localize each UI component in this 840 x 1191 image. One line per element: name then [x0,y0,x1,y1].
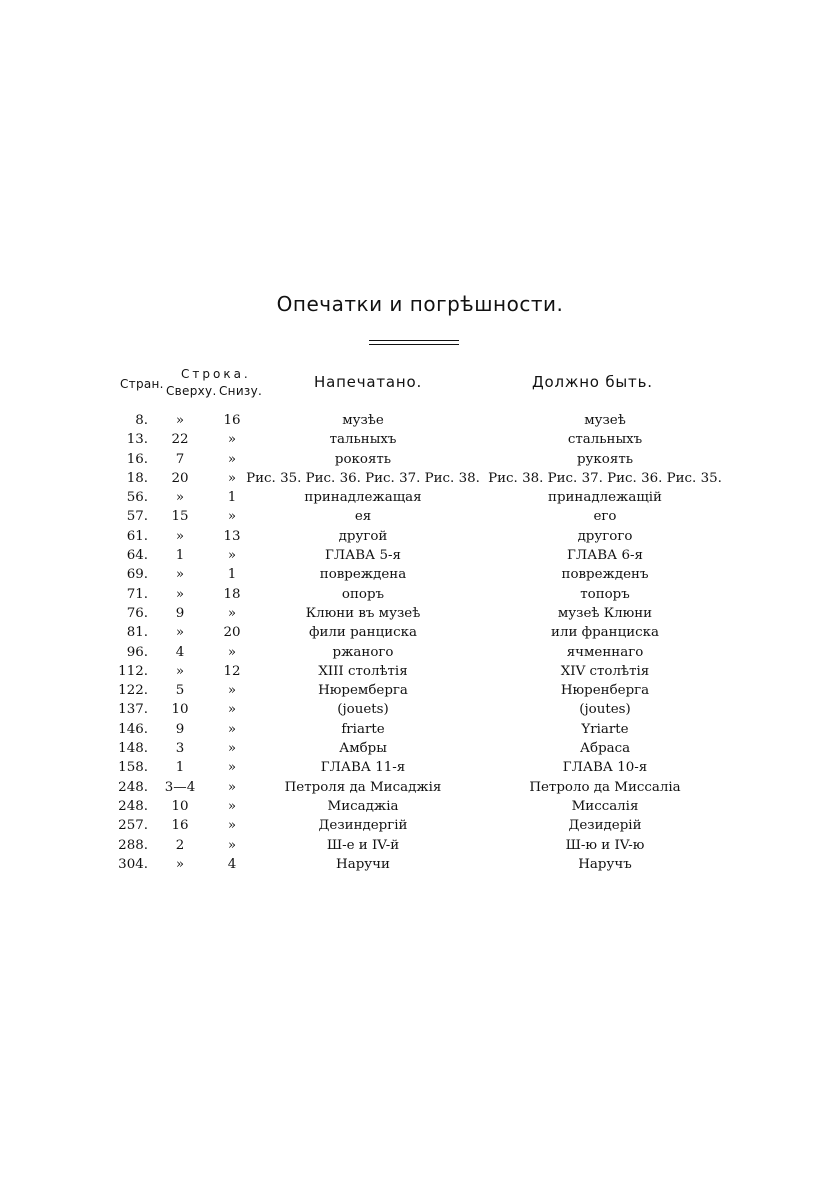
corrected-text: принадлежащій [548,490,662,506]
title-rule-bottom [369,344,459,345]
corrected-text: его [593,509,617,525]
page-number: 158. [118,760,148,776]
line-from-top: 15 [171,509,189,525]
line-from-top: » [175,625,185,641]
errata-row [0,508,840,527]
page-number: 137. [118,702,148,718]
printed-text: Ш-е и IV-й [326,837,400,853]
line-from-bottom: » [227,779,237,795]
errata-row [0,837,840,856]
page-number: 146. [118,721,148,737]
corrected-text: Ш-ю и IV-ю [565,837,645,853]
corrected-text: Рис. 38. Рис. 37. Рис. 36. Рис. 35. [488,470,722,486]
line-from-top: 1 [175,760,185,776]
errata-row [0,721,840,740]
header-printed: Напечатано. [314,373,423,391]
page-title: Опечатки и погрѣшности. [276,292,564,316]
errata-row [0,663,840,682]
page-number: 112. [118,663,148,679]
line-from-bottom: » [227,818,237,834]
corrected-text: Петроло да Миссаліа [529,779,681,795]
errata-row [0,586,840,605]
corrected-text: ГЛАВА 6-я [567,548,643,564]
printed-text: повреждена [319,567,407,583]
page-number: 81. [126,625,148,641]
page-number: 248. [118,798,148,814]
page-number: 122. [118,683,148,699]
corrected-text: топоръ [580,586,630,602]
errata-row [0,779,840,798]
line-from-bottom: » [227,644,237,660]
printed-text: Наручи [336,856,390,872]
errata-row [0,740,840,759]
corrected-text: музеѣ Клюни [557,605,653,621]
line-from-bottom: » [227,702,237,718]
printed-text: Амбры [339,741,387,757]
line-from-top: 2 [175,837,185,853]
corrected-text: стальныхъ [567,432,643,448]
corrected-text: Миссалія [571,798,639,814]
page-number: 257. [118,818,148,834]
page-number: 96. [126,644,148,660]
page-number: 64. [126,548,148,564]
corrected-text: музеѣ [584,413,626,428]
errata-row [0,759,840,778]
errata-row [0,470,840,489]
line-from-top: 1 [175,548,185,564]
line-from-top: 3—4 [164,779,196,795]
header-top: Сверху. [166,384,217,398]
corrected-text: Абраса [579,741,631,757]
line-from-bottom: » [227,741,237,757]
line-from-top: 7 [175,451,185,467]
line-from-bottom: 1 [227,567,237,583]
line-from-bottom: 20 [223,625,241,641]
header-bottom: Снизу. [219,384,263,398]
printed-text: Клюни въ музеѣ [305,605,421,621]
errata-row [0,605,840,624]
printed-text: принадлежащая [304,490,422,506]
page-number: 61. [126,528,148,544]
printed-text: опоръ [341,586,385,602]
header-should-be: Должно быть. [532,373,653,391]
corrected-text: ячменнаго [566,644,644,660]
corrected-text: рукоять [576,451,634,467]
printed-text: ГЛАВА 11-я [320,760,406,776]
page-number: 8. [135,413,148,428]
printed-text: Рис. 35. Рис. 36. Рис. 37. Рис. 38. [246,470,480,486]
printed-text: friarte [341,721,385,737]
errata-row [0,547,840,566]
corrected-text: поврежденъ [561,567,649,583]
printed-text: рокоять [334,451,392,467]
line-from-bottom: 1 [227,490,237,506]
title-rule-top [369,340,459,341]
errata-row [0,451,840,470]
line-from-top: 16 [171,818,189,834]
errata-row [0,566,840,585]
errata-row [0,798,840,817]
page-number: 13. [126,432,148,448]
header-line: Строка. [181,367,251,381]
page-number: 57. [126,509,148,525]
errata-row [0,412,840,431]
corrected-text: другого [577,528,633,544]
line-from-bottom: » [227,760,237,776]
printed-text: тальныхъ [329,432,397,448]
line-from-top: » [175,413,185,428]
page-number: 288. [118,837,148,853]
errata-row [0,624,840,643]
printed-text: ея [354,509,372,525]
corrected-text: XIV столѣтія [560,663,650,679]
errata-row [0,431,840,450]
printed-text: фили ранциска [309,625,417,641]
printed-text: Петроля да Мисаджія [284,779,442,795]
corrected-text: ГЛАВА 10-я [562,760,648,776]
line-from-top: 9 [175,605,185,621]
page-number: 56. [126,490,148,506]
corrected-text: Дезидерій [568,818,642,834]
line-from-bottom: » [227,683,237,699]
line-from-top: 10 [171,798,189,814]
line-from-top: 20 [171,470,189,486]
page-number: 76. [126,605,148,621]
printed-text: (jouets) [337,702,389,718]
line-from-top: » [175,856,185,872]
page-number: 304. [118,856,148,872]
line-from-bottom: » [227,509,237,525]
line-from-top: 4 [175,644,185,660]
line-from-bottom: 13 [223,528,241,544]
line-from-bottom: 12 [223,663,241,679]
line-from-bottom: 4 [227,856,237,872]
corrected-text: (joutes) [579,702,631,718]
errata-row [0,701,840,720]
line-from-top: » [175,567,185,583]
line-from-bottom: » [227,432,237,448]
printed-text: ржаного [332,644,394,660]
errata-row [0,817,840,836]
corrected-text: Нюренберга [560,683,650,699]
printed-text: XIII столѣтія [318,663,408,679]
line-from-bottom: » [227,837,237,853]
corrected-text: или франциска [551,625,659,641]
line-from-top: 3 [175,741,185,757]
page-number: 16. [126,451,148,467]
line-from-top: 10 [171,702,189,718]
line-from-top: » [175,663,185,679]
line-from-bottom: » [227,451,237,467]
printed-text: Дезиндергій [318,818,408,834]
page-number: 69. [126,567,148,583]
errata-row [0,489,840,508]
line-from-bottom: » [227,548,237,564]
line-from-top: 9 [175,721,185,737]
printed-text: ГЛАВА 5-я [325,548,401,564]
line-from-top: 5 [175,683,185,699]
page-number: 148. [118,741,148,757]
line-from-bottom: » [227,798,237,814]
printed-text: Мисаджіа [327,798,399,814]
errata-row [0,856,840,875]
corrected-text: Yriarte [581,721,629,737]
printed-text: другой [338,528,388,544]
corrected-text: Наручъ [578,856,632,872]
errata-row [0,644,840,663]
line-from-bottom: 18 [223,586,241,602]
line-from-top: » [175,528,185,544]
printed-text: музѣе [342,413,384,428]
page-number: 71. [126,586,148,602]
page-number: 18. [126,470,148,486]
page-number: 248. [118,779,148,795]
line-from-top: 22 [171,432,189,448]
header-page: Стран. [120,377,164,391]
line-from-bottom: » [227,470,237,486]
errata-row [0,528,840,547]
line-from-bottom: 16 [223,413,241,428]
line-from-top: » [175,586,185,602]
printed-text: Нюремберга [318,683,408,699]
line-from-top: » [175,490,185,506]
line-from-bottom: » [227,721,237,737]
errata-row [0,682,840,701]
line-from-bottom: » [227,605,237,621]
errata-table [0,412,840,875]
